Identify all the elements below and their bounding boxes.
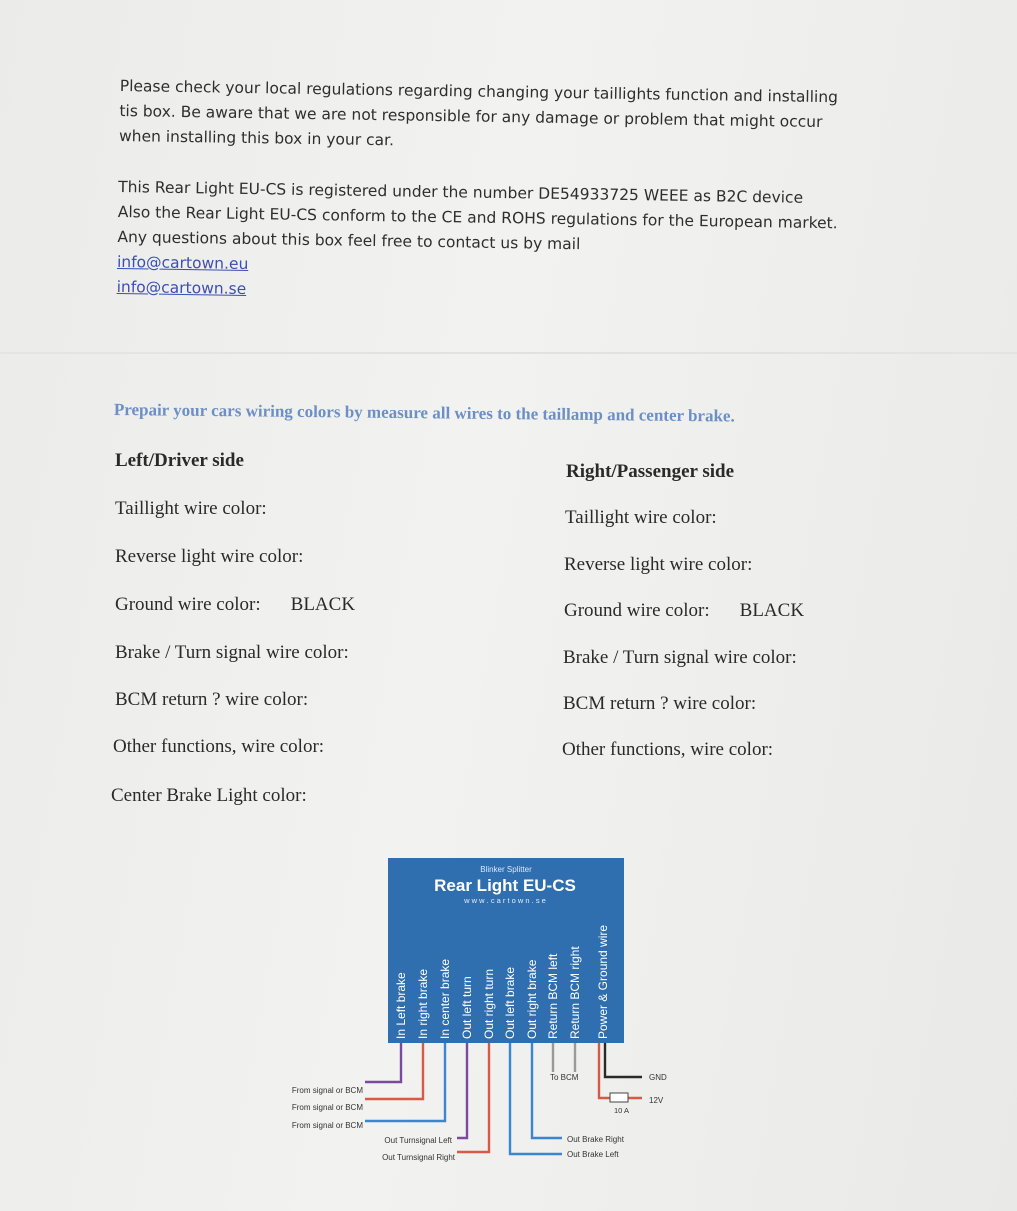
terminal-label-8: Return BCM right <box>568 946 582 1039</box>
intro-line: when installing this box in your car. <box>118 126 395 150</box>
intro-line: Any questions about this box feel free to contact us by mail <box>117 227 581 254</box>
right-ground-row <box>564 600 804 622</box>
right-brake-turn-label: Brake / Turn signal wire color: <box>563 647 797 668</box>
left-ground-label: Ground wire color: <box>115 594 261 615</box>
left-reverse-label: Reverse light wire color: <box>115 546 304 567</box>
fuse-label: 10 A <box>614 1106 630 1115</box>
center-brake-label: Center Brake Light color: <box>111 785 307 806</box>
wire-in-left-brake <box>365 1043 401 1082</box>
terminal-label-9: Power & Ground wire <box>596 924 610 1039</box>
terminal-label-5: Out left brake <box>503 966 517 1039</box>
email-link-se[interactable]: info@cartown.se <box>116 277 247 299</box>
wiring-heading: Prepair your cars wiring colors by measure all wires to the taillamp and center brake. <box>113 400 735 426</box>
terminal-label-6: Out right brake <box>525 959 539 1039</box>
fuse-icon <box>610 1093 628 1102</box>
right-taillight-label: Taillight wire color: <box>565 507 717 528</box>
intro-line: Please check your local regulations regarding changing your taillights function and installing <box>119 76 839 107</box>
right-other-label: Other functions, wire color: <box>562 739 774 760</box>
wire-ground <box>605 1043 642 1077</box>
terminal-label-0: In Left brake <box>394 972 408 1039</box>
intro-line: Also the Rear Light EU-CS conform to the CE and ROHS regulations for the European market. <box>117 202 838 233</box>
wire-out-right-turn <box>457 1043 489 1152</box>
intro-line: This Rear Light EU-CS is registered under the number DE54933725 WEEE as B2C device <box>118 177 804 207</box>
out-brake-left-label: Out Brake Left <box>567 1150 619 1159</box>
box-subtitle: Blinker Splitter <box>480 865 532 874</box>
left-bcm-return-label: BCM return ? wire color: <box>115 689 309 710</box>
left-other-label: Other functions, wire color: <box>113 736 325 757</box>
email-link-eu[interactable]: info@cartown.eu <box>116 252 249 274</box>
left-side-title: Left/Driver side <box>115 450 244 471</box>
gnd-label: GND <box>649 1073 667 1082</box>
left-taillight-label: Taillight wire color: <box>115 498 267 519</box>
terminal-label-2: In center brake <box>438 958 452 1039</box>
terminal-label-4: Out right turn <box>482 968 496 1039</box>
left-ground-value: BLACK <box>290 594 356 615</box>
left-ground-row <box>115 594 355 616</box>
intro-line: tis box. Be aware that we are not responsible for any damage or problem that might occur <box>119 101 823 132</box>
box-url: w w w . c a r t o w n . s e <box>464 896 546 905</box>
wiring-diagram <box>270 855 690 1175</box>
right-ground-value: BLACK <box>739 600 805 621</box>
from-signal-label-3: From signal or BCM <box>291 1121 363 1130</box>
terminal-label-1: In right brake <box>416 968 430 1039</box>
intro-text <box>116 74 899 312</box>
wire-out-left-turn <box>457 1043 467 1138</box>
wire-out-right-brake <box>532 1043 562 1138</box>
out-brake-right-label: Out Brake Right <box>567 1135 624 1144</box>
wire-in-right-brake <box>365 1043 423 1099</box>
from-signal-label-2: From signal or BCM <box>291 1103 363 1112</box>
out-turn-left-label: Out Turnsignal Left <box>384 1136 452 1145</box>
out-turn-right-label: Out Turnsignal Right <box>382 1153 455 1162</box>
12v-label: 12V <box>649 1096 664 1105</box>
right-side-title: Right/Passenger side <box>566 461 735 482</box>
terminal-label-3: Out left turn <box>460 976 474 1039</box>
left-brake-turn-label: Brake / Turn signal wire color: <box>115 642 349 663</box>
right-bcm-return-label: BCM return ? wire color: <box>563 693 757 714</box>
right-ground-label: Ground wire color: <box>564 600 710 621</box>
to-bcm-label: To BCM <box>550 1073 579 1082</box>
right-reverse-label: Reverse light wire color: <box>564 554 753 575</box>
paper-fold <box>0 352 1017 354</box>
terminal-label-7: Return BCM left <box>546 953 560 1039</box>
from-signal-label-1: From signal or BCM <box>291 1086 363 1095</box>
box-title: Rear Light EU-CS <box>434 876 576 895</box>
